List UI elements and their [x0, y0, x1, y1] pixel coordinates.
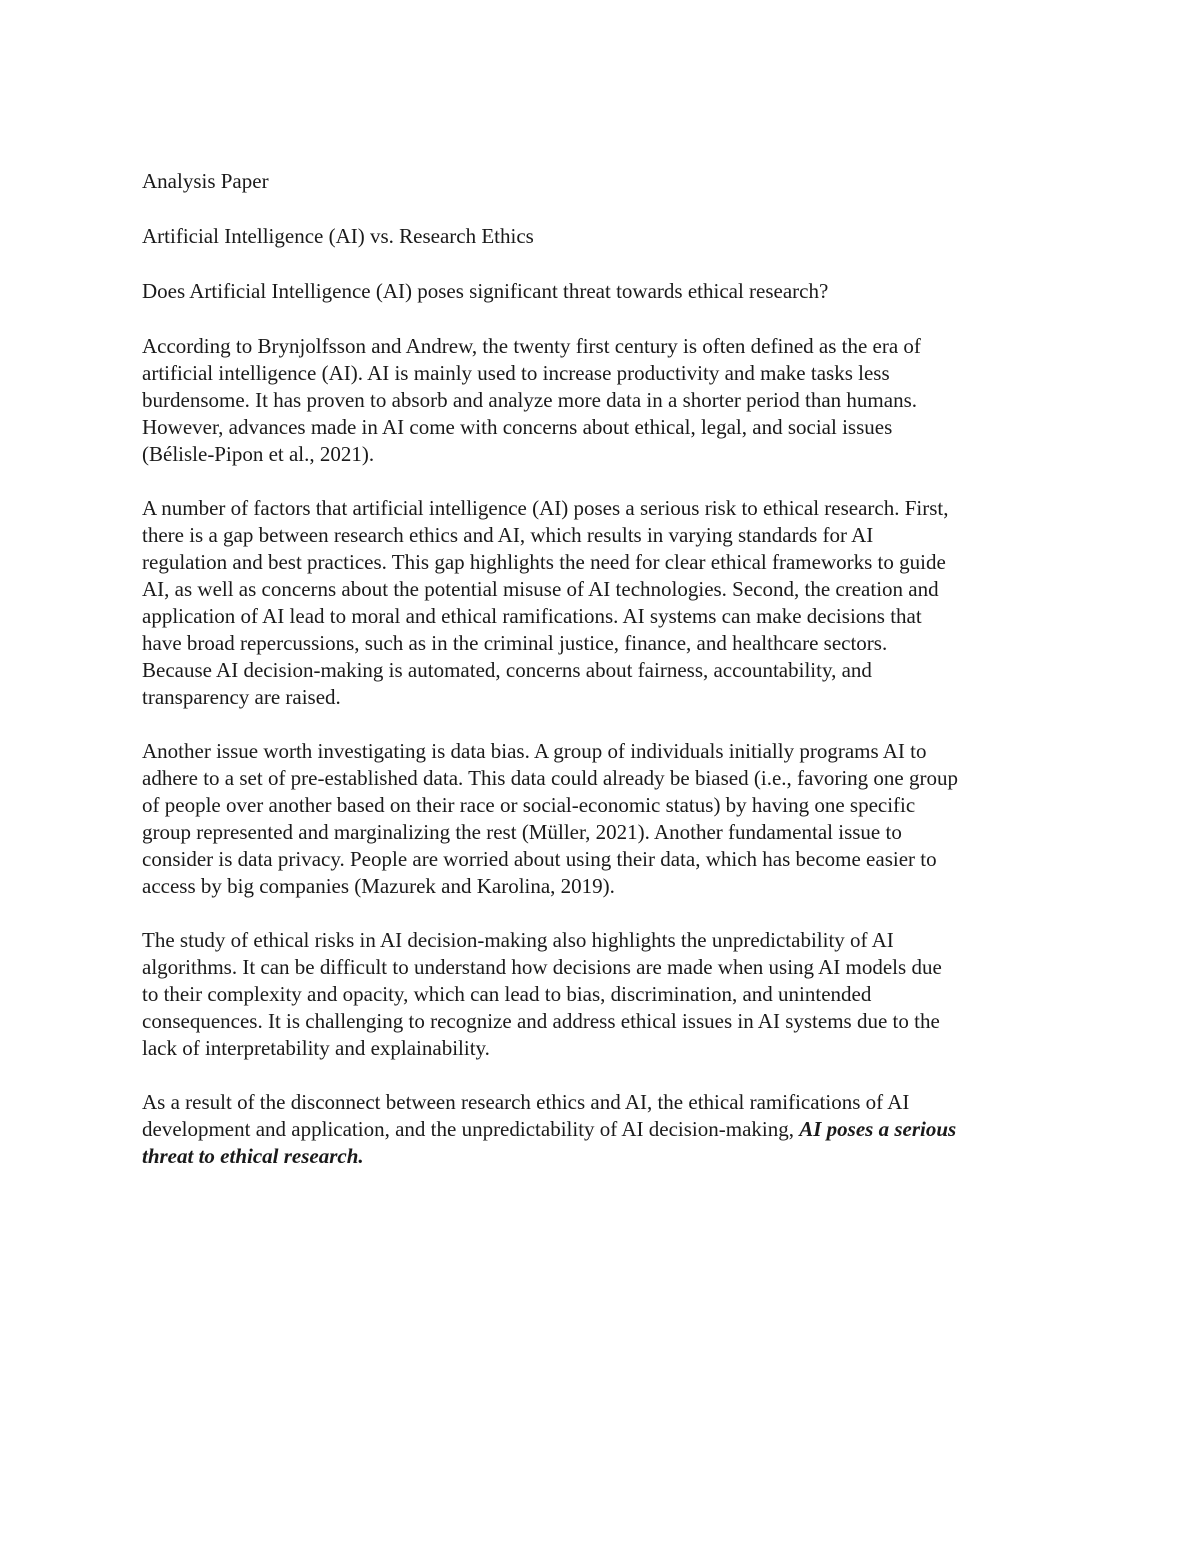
text-line: group represented and marginalizing the rest (Müller, 2021). Another fundamental issue to	[142, 820, 902, 844]
conclusion-emphasis: threat to ethical research.	[142, 1144, 364, 1168]
text-line: to their complexity and opacity, which can lead to bias, discrimination, and unintended	[142, 982, 872, 1006]
paragraph-conclusion	[142, 1089, 1062, 1170]
paper-title: Artificial Intelligence (AI) vs. Research Ethics	[142, 224, 534, 248]
text-line: there is a gap between research ethics and AI, which results in varying standards for AI	[142, 523, 874, 547]
text-line: According to Brynjolfsson and Andrew, the twenty first century is often defined as the era of	[142, 334, 921, 358]
text-line: However, advances made in AI come with concerns about ethical, legal, and social issues	[142, 415, 893, 439]
text-line: of people over another based on their race or social-economic status) by having one specific	[142, 793, 916, 817]
text-line: transparency are raised.	[142, 685, 341, 709]
conclusion-text: development and application, and the unpredictability of AI decision-making,	[142, 1117, 800, 1141]
text-line: burdensome. It has proven to absorb and analyze more data in a shorter period than humans.	[142, 388, 918, 412]
text-line-mixed	[142, 1116, 1062, 1143]
paragraph-intro	[142, 333, 1062, 468]
text-line: (Bélisle-Pipon et al., 2021).	[142, 442, 375, 466]
document-body	[142, 168, 1062, 1197]
text-line: have broad repercussions, such as in the criminal justice, finance, and healthcare sectors.	[142, 631, 888, 655]
text-line: artificial intelligence (AI). AI is mainly used to increase productivity and make tasks less	[142, 361, 890, 385]
text-line: consider is data privacy. People are worried about using their data, which has become easier to	[142, 847, 937, 871]
text-line: adhere to a set of pre-established data. This data could already be biased (i.e., favoring one group	[142, 766, 958, 790]
text-line: application of AI lead to moral and ethical ramifications. AI systems can make decisions that	[142, 604, 922, 628]
text-line: access by big companies (Mazurek and Karolina, 2019).	[142, 874, 615, 898]
text-line: A number of factors that artificial intelligence (AI) poses a serious risk to ethical research. First,	[142, 496, 949, 520]
conclusion-emphasis: AI poses a serious	[799, 1117, 957, 1141]
paragraph-data-bias	[142, 738, 1062, 900]
text-line: regulation and best practices. This gap highlights the need for clear ethical frameworks to guide	[142, 550, 946, 574]
paper-label: Analysis Paper	[142, 169, 269, 193]
text-line: Another issue worth investigating is data bias. A group of individuals initially programs AI to	[142, 739, 927, 763]
text-line: algorithms. It can be difficult to understand how decisions are made when using AI models due	[142, 955, 942, 979]
paragraph-factors	[142, 495, 1062, 711]
research-question: Does Artificial Intelligence (AI) poses significant threat towards ethical research?	[142, 279, 829, 303]
text-line: AI, as well as concerns about the potential misuse of AI technologies. Second, the creation and	[142, 577, 939, 601]
text-line: lack of interpretability and explainability.	[142, 1036, 490, 1060]
paragraph-unpredictability	[142, 927, 1062, 1062]
text-line: The study of ethical risks in AI decision-making also highlights the unpredictability of AI	[142, 928, 894, 952]
text-line: Because AI decision-making is automated, concerns about fairness, accountability, and	[142, 658, 872, 682]
text-line: As a result of the disconnect between research ethics and AI, the ethical ramifications of AI	[142, 1090, 910, 1114]
text-line: consequences. It is challenging to recognize and address ethical issues in AI systems due to the	[142, 1009, 940, 1033]
